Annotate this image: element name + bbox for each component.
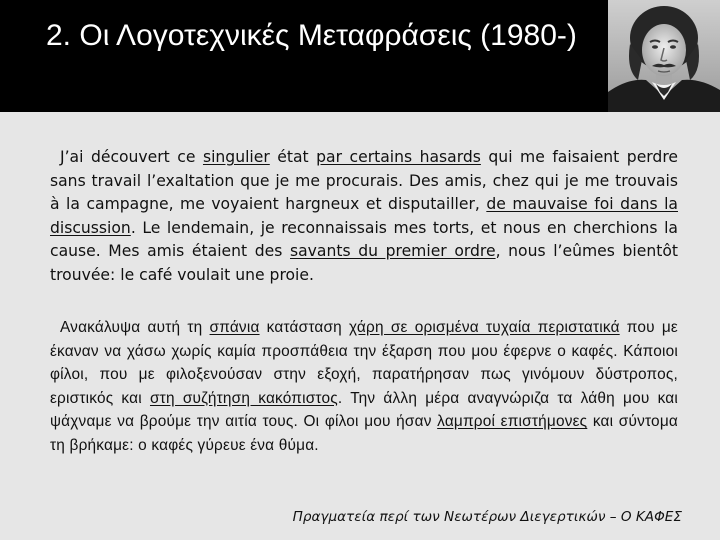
text-run: J’ai découvert ce [60,148,203,166]
underlined-phrase: singulier [202,148,270,166]
source-caption: Πραγματεία περί των Νεωτέρων Διεγερτικών – Ο ΚΑΦΕΣ [292,509,682,525]
text-run: . Le lendemain, je reconnaissais mes torts, et nous en cherchions la cause. Mes amis étaient des [50,218,678,261]
slide-title: 2. Οι Λογοτεχνικές Μεταφράσεις (1980-) [46,19,577,52]
text-run: κατάσταση [259,319,350,336]
underlined-phrase: de mauvaise foi dans la discussion [50,195,678,237]
text-run: état [269,148,317,166]
text-run: που με έκαναν να χάσω χωρίς καμία προσπάθεια την έξαρση που μου έφερνε ο καφές. Κάποιοι φίλοι, που με φιλοξενούσαν στην εξοχή, παρατήρησαν πως γινόμουν δύστροπος, εριστικός και [50,319,678,407]
underlined-phrase: στη συζήτηση κακόπιστος [149,389,338,407]
paragraph-french [50,146,678,288]
text-run: , nous l’eûmes bientôt trouvée: le café voulait une proie. [50,242,678,284]
text-run: Ανακάλυψα αυτή τη [60,319,210,336]
underlined-phrase: χάρη σε ορισμένα τυχαία περιστατικά [349,319,620,336]
underlined-phrase: par certains hasards [316,148,481,166]
underlined-phrase: σπάνια [209,319,260,336]
paragraph-greek [50,316,678,458]
text-run: . Την άλλη μέρα αναγνώριζα τα λάθη μου και ψάχναμε να βρούμε την αιτία τους. Οι φίλοι μου ήσαν [50,389,678,431]
underlined-phrase: λαμπροί επιστήμονες [437,413,588,431]
text-run: qui me faisaient perdre sans travail l’exaltation que je me procurais. Des amis, chez qui je me trouvais à la campagne, me voyaient hargneux et disputailler, [50,148,678,214]
portrait-image [608,0,720,112]
underlined-phrase: savants du premier ordre [290,242,496,261]
title-bar [0,0,720,112]
text-run: και σύντομα τη βρήκαμε: ο καφές γύρευε ένα θύμα. [50,413,678,454]
